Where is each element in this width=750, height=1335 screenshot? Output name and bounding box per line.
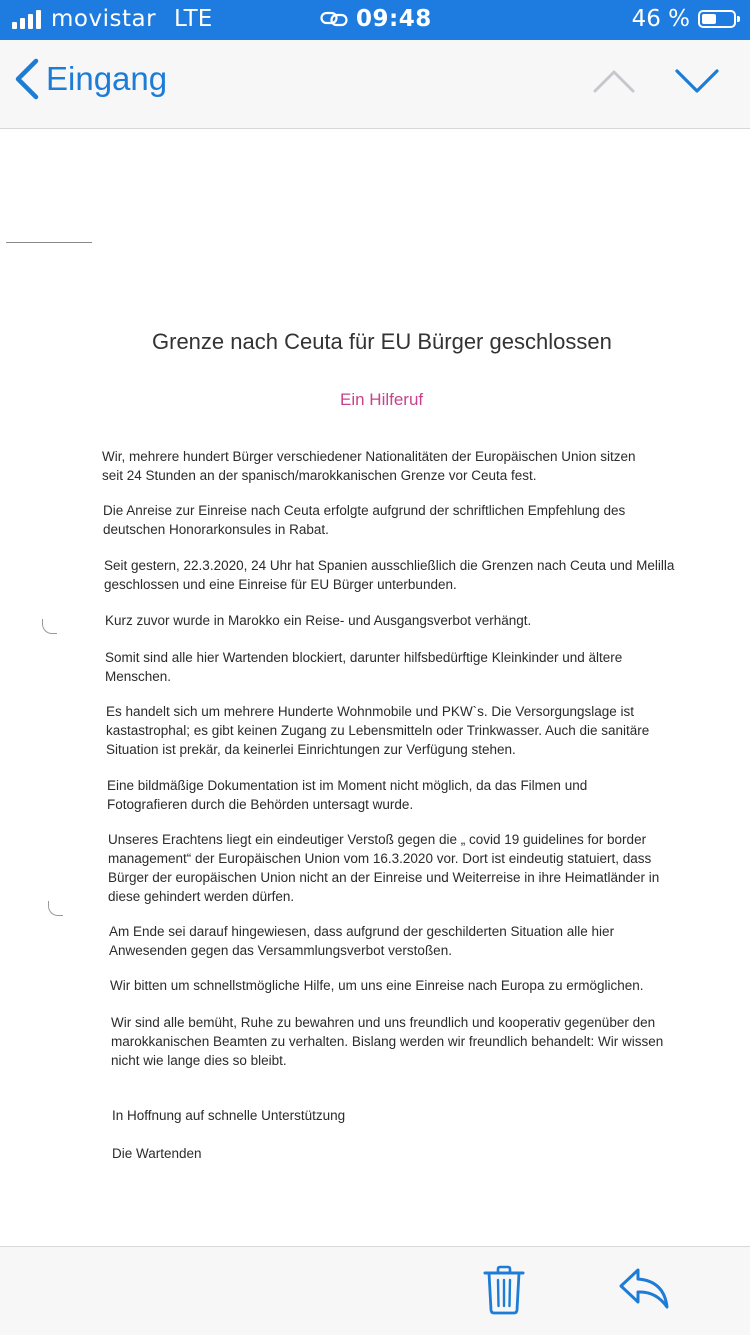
navigation-bar: [0, 40, 750, 129]
paragraph: Unseres Erachtens liegt ein eindeutiger Verstoß gegen die „ covid 19 guidelines for border management“ der Europäischen Union vom 16.3.2020 vor. Dort ist eindeutig statuiert, dass Bürger der europäischen Union nicht an der Einreise und Weiterreise in ihre Heimatländer in diese gehindert werden dürfen.: [108, 832, 660, 904]
paragraph: Seit gestern, 22.3.2020, 24 Uhr hat Spanien ausschließlich die Grenzen nach Ceuta und Melilla geschlossen und eine Einreise für EU Bürger unterbunden.: [104, 558, 675, 592]
network-type: LTE: [174, 6, 213, 32]
chevron-up-icon[interactable]: [592, 66, 636, 96]
paragraph: Eine bildmäßige Dokumentation ist im Moment nicht möglich, da das Filmen und Fotografieren durch die Behörden untersagt wurde.: [107, 778, 588, 812]
trash-icon[interactable]: [483, 1265, 525, 1315]
status-center: [320, 6, 432, 32]
punch-mark: [48, 901, 63, 916]
paragraph: Wir bitten um schnellstmögliche Hilfe, um uns eine Einreise nach Europa zu ermöglichen.: [110, 978, 644, 993]
status-bar: [0, 0, 750, 40]
signal-strength-icon: [12, 9, 41, 29]
scan-artifact-line: [6, 242, 92, 243]
paragraph: Somit sind alle hier Wartenden blockiert, darunter hilfsbedürftige Kleinkinder und ältere Menschen.: [105, 650, 623, 684]
battery-percent: 46 %: [631, 6, 690, 32]
chevron-down-icon[interactable]: [674, 66, 720, 96]
document-scan: [0, 129, 750, 1246]
carrier-name: movistar: [51, 6, 157, 32]
document-title: Grenze nach Ceuta für EU Bürger geschlossen: [152, 329, 612, 354]
chevron-left-icon: [14, 58, 40, 100]
paragraph: Es handelt sich um mehrere Hunderte Wohnmobile und PKW`s. Die Versorgungslage ist kastastrophal; es gibt keinen Zugang zu Lebensmitteln oder Trinkwasser. Auch die sanitäre Situation ist prekär, da keinerlei Einrichtungen zur Verfügung stehen.: [106, 704, 650, 757]
battery-icon: [698, 10, 736, 28]
closing-line: In Hoffnung auf schnelle Unterstützung: [112, 1108, 346, 1123]
punch-mark: [42, 619, 57, 634]
paragraph: Kurz zuvor wurde in Marokko ein Reise- und Ausgangsverbot verhängt.: [105, 613, 532, 628]
signature-line: Die Wartenden: [112, 1146, 202, 1161]
battery-fill: [702, 14, 716, 24]
paragraph: Wir sind alle bemüht, Ruhe zu bewahren und uns freundlich und kooperativ gegenüber den marokkanischen Beamten zu verhalten. Bislang werden wir freundlich behandelt: Wir wissen nicht wie lange dies so bleibt.: [111, 1015, 664, 1068]
paragraph: Wir, mehrere hundert Bürger verschiedener Nationalitäten der Europäischen Union sitzen seit 24 Stunden an der spanisch/marokkanischen Grenze vor Ceuta fest.: [102, 449, 636, 483]
link-icon: [320, 10, 348, 28]
reply-icon[interactable]: [618, 1267, 670, 1311]
back-label: Eingang: [46, 60, 168, 97]
document-subtitle: Ein Hilferuf: [340, 390, 424, 409]
status-left: [12, 6, 212, 32]
paragraph: Am Ende sei darauf hingewiesen, dass aufgrund der geschilderten Situation alle hier Anwesenden gegen das Versammlungsverbot verstoßen.: [109, 924, 615, 958]
status-time: 09:48: [356, 6, 432, 32]
paragraph: Die Anreise zur Einreise nach Ceuta erfolgte aufgrund der schriftlichen Empfehlung des deutschen Honorarkonsules in Rabat.: [103, 503, 626, 537]
back-button[interactable]: [14, 58, 167, 100]
bottom-toolbar: [0, 1246, 750, 1335]
status-right: [632, 6, 736, 32]
